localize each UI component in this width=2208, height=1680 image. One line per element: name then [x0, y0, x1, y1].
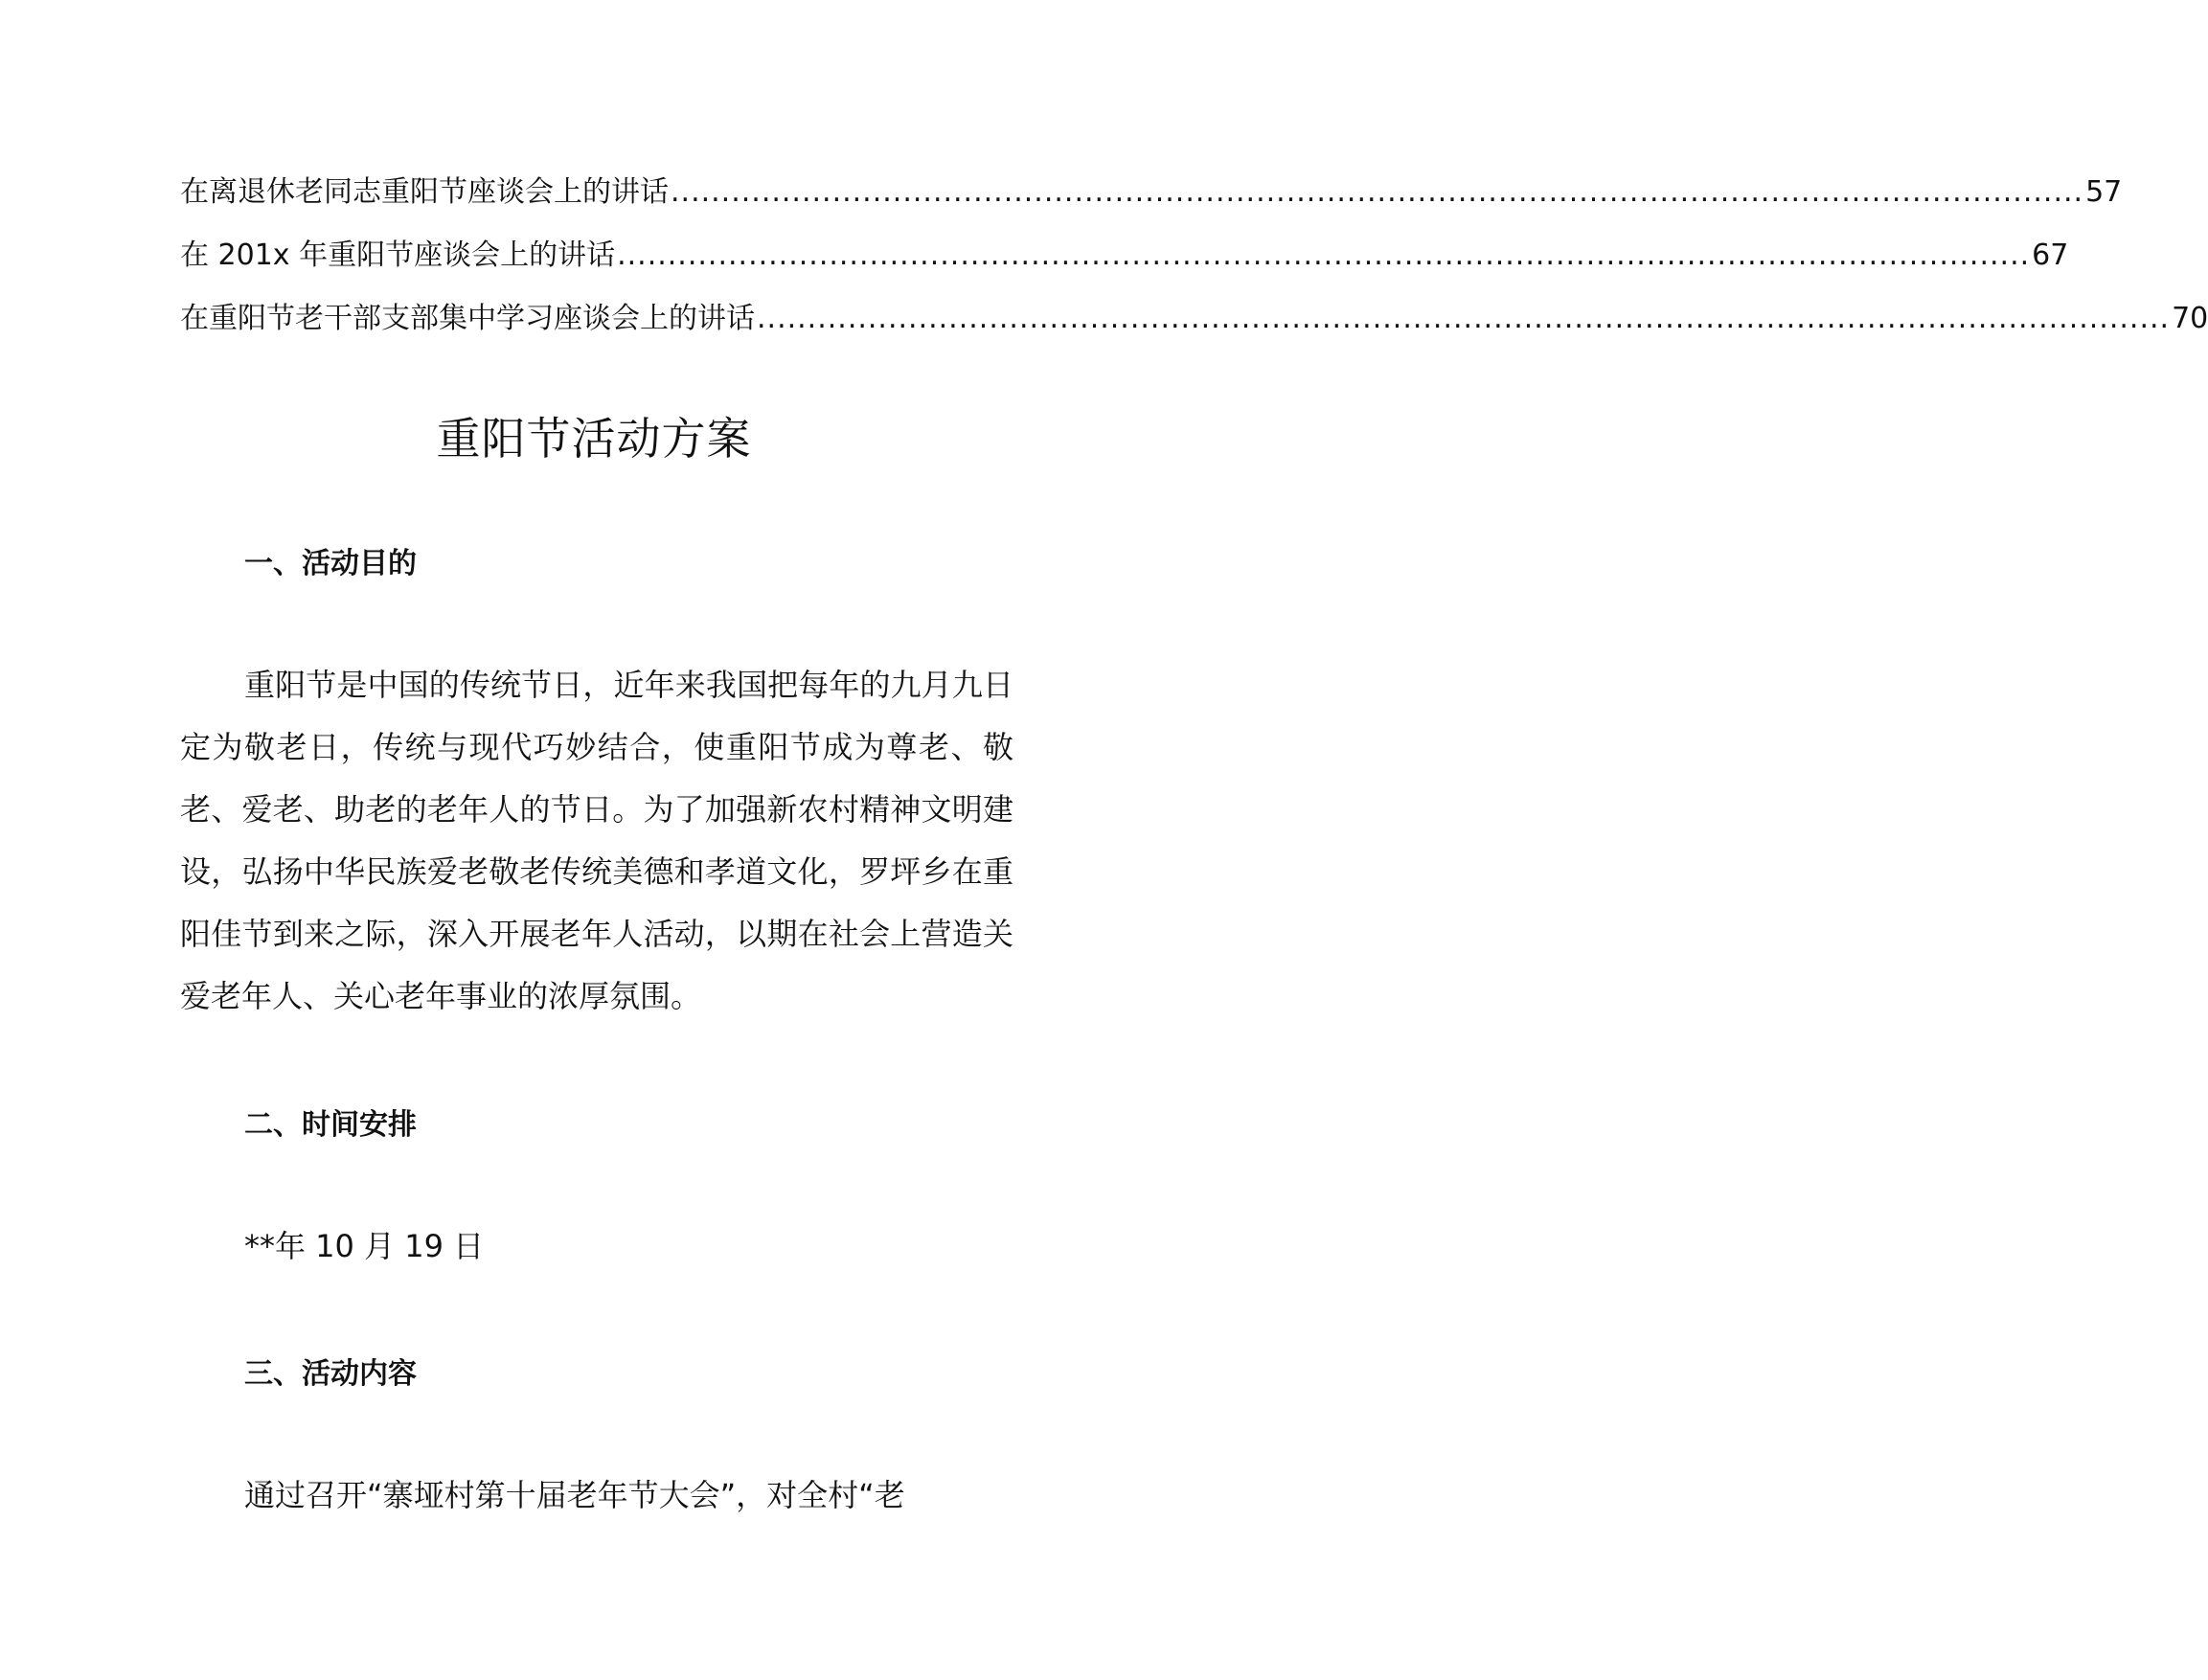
section-heading: 一、活动目的 [244, 547, 417, 580]
table-of-contents [180, 161, 2208, 351]
section-paragraph: 重阳节是中国的传统节日，近年来我国把每年的九月九日定为敬老日，传统与现代巧妙结合，使重阳节成为尊老、敬老、爱老、助老的老年人的节日。为了加强新农村精神文明建设，弘扬中华民族爱老敬老传统美德和孝道文化，罗坪乡在重阳佳节到来之际，深入开展老年人活动，以期在社会上营造关爱老年人、关心老年事业的浓厚氛围。 [180, 667, 1013, 1014]
section-paragraph: 通过召开“寨垭村第十届老年节大会”，对全村“老 [244, 1477, 905, 1513]
toc-entry-title: 在 201x 年重阳节座谈会上的讲话 [180, 238, 616, 272]
toc-dot-leader: ............................................................................................................................................ [757, 302, 2171, 335]
toc-dot-leader: ............................................................................................................................................ [671, 175, 2084, 209]
section-paragraph: **年 10 月 19 日 [244, 1228, 485, 1264]
toc-page-number: 57 [2085, 175, 2123, 209]
toc-entry[interactable] [180, 161, 2123, 224]
toc-entry-title: 在重阳节老干部支部集中学习座谈会上的讲话 [180, 302, 755, 335]
toc-dot-leader: ............................................................................................................................................ [617, 238, 2031, 272]
toc-page-number: 70 [2172, 302, 2208, 335]
document-title: 重阳节活动方案 [436, 413, 752, 465]
toc-page-number: 67 [2032, 238, 2069, 272]
toc-entry[interactable] [180, 287, 2208, 351]
toc-entry[interactable] [180, 224, 2069, 287]
toc-entry-title: 在离退休老同志重阳节座谈会上的讲话 [180, 175, 669, 209]
section-heading: 二、时间安排 [244, 1108, 417, 1142]
section-heading: 三、活动内容 [244, 1357, 417, 1391]
